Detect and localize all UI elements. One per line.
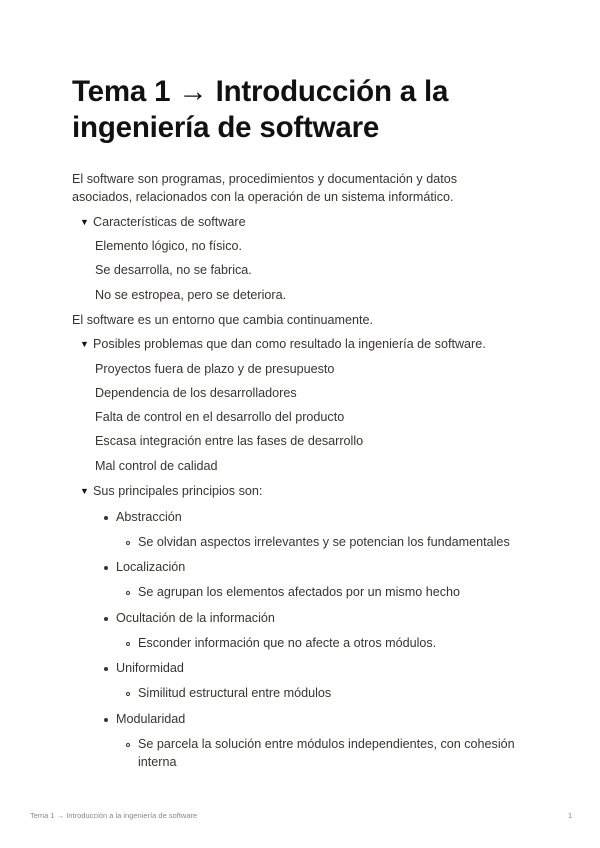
bullet-icon (104, 566, 108, 570)
page-number: 1 (568, 811, 573, 820)
statement-paragraph: El software es un entorno que cambia continuamente. (72, 313, 374, 327)
page-title: Tema 1 → Introducción a la ingeniería de software (72, 75, 449, 144)
principle-detail: Se olvidan aspectos irrelevantes y se potencian los fundamentales (138, 535, 510, 549)
intro-paragraph: El software son programas, procedimientos y documentación y datos asociados, relacionados con la operación de un sistema informático. (72, 172, 458, 204)
sub-bullet-icon (126, 591, 130, 595)
bullet-icon (104, 617, 108, 621)
principle-name: Uniformidad (116, 661, 184, 675)
list-item: Mal control de calidad (95, 459, 218, 473)
sub-bullet-icon (126, 692, 130, 696)
bullet-icon (104, 516, 108, 520)
list-item: Se desarrolla, no se fabrica. (95, 263, 252, 277)
sub-bullet-icon (126, 541, 130, 545)
list-item: No se estropea, pero se deteriora. (95, 288, 287, 302)
principle-name: Modularidad (116, 712, 186, 726)
list-item: Elemento lógico, no físico. (95, 239, 243, 253)
principle-name: Localización (116, 560, 186, 574)
bullet-icon (104, 718, 108, 722)
toggle-triangle-icon[interactable]: ▼ (80, 486, 89, 496)
list-item: Dependencia de los desarrolladores (95, 386, 297, 400)
footer-title: Tema 1 → Introducción a la ingeniería de software (30, 811, 198, 820)
sub-bullet-icon (126, 743, 130, 747)
toggle-heading-problemas[interactable]: Posibles problemas que dan como resultado la ingeniería de software. (93, 337, 486, 351)
toggle-heading-caracteristicas[interactable]: Características de software (93, 215, 246, 229)
principle-detail: Esconder información que no afecte a otros módulos. (138, 636, 437, 650)
toggle-triangle-icon[interactable]: ▼ (80, 339, 89, 349)
principle-detail-continued: interna (138, 755, 177, 769)
list-item: Falta de control en el desarrollo del producto (95, 410, 345, 424)
list-item: Escasa integración entre las fases de desarrollo (95, 434, 364, 448)
principle-name: Abstracción (116, 510, 182, 524)
principle-name: Ocultación de la información (116, 611, 275, 625)
principle-detail: Similitud estructural entre módulos (138, 686, 332, 700)
sub-bullet-icon (126, 642, 130, 646)
principle-detail: Se agrupan los elementos afectados por un mismo hecho (138, 585, 461, 599)
principle-detail: Se parcela la solución entre módulos independientes, con cohesión (138, 737, 515, 751)
toggle-heading-principios[interactable]: Sus principales principios son: (93, 484, 263, 498)
list-item: Proyectos fuera de plazo y de presupuesto (95, 362, 335, 376)
toggle-triangle-icon[interactable]: ▼ (80, 217, 89, 227)
bullet-icon (104, 667, 108, 671)
